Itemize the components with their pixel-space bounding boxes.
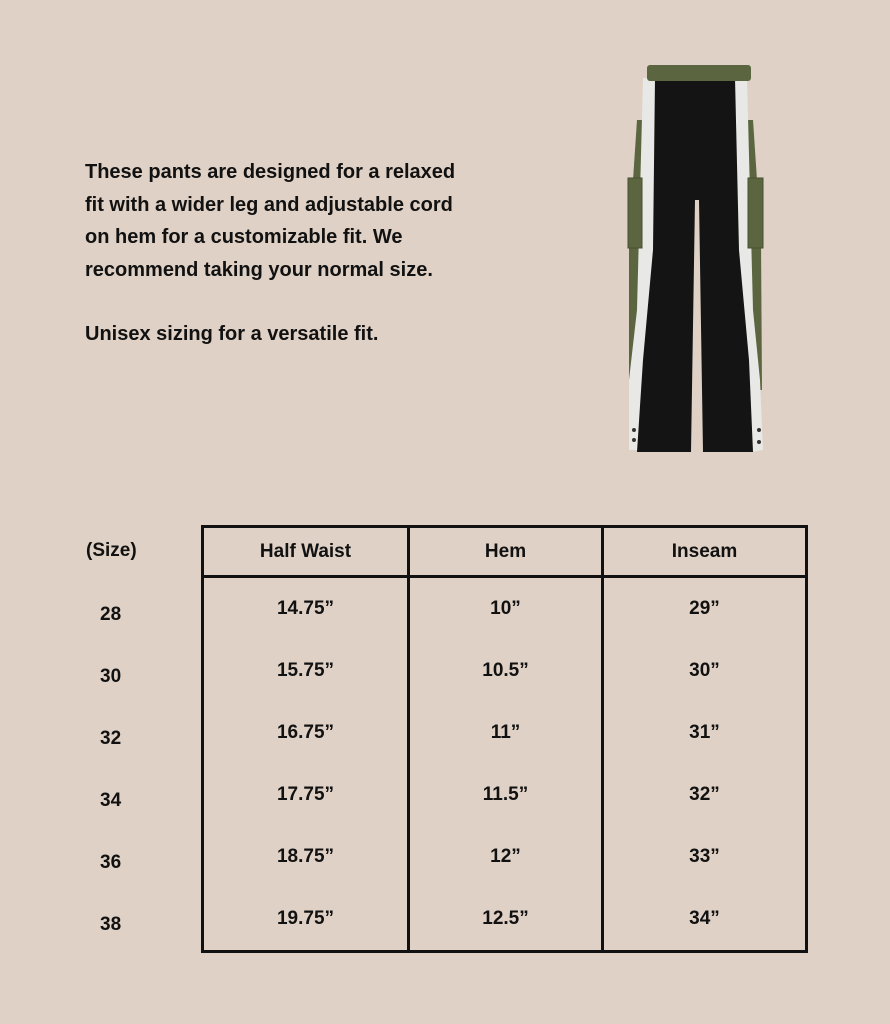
table-row [203,702,807,764]
size-value: 30 [100,666,122,687]
description-line: recommend taking your normal size. [85,258,433,281]
table-row [203,764,807,826]
size-value: 32 [100,728,122,749]
hem-cell: 10.5” [409,640,603,702]
description-line: on hem for a customizable fit. We [85,226,403,248]
half-waist-cell: 18.75” [203,826,409,888]
header-inseam: Inseam [603,527,807,577]
description-line: fit with a wider leg and adjustable cord [85,193,453,216]
hem-cell: 11” [409,702,603,764]
table-row [203,826,807,888]
size-chart-table [201,525,808,953]
inseam-cell: 33” [603,826,807,888]
size-value: 36 [100,852,122,873]
hem-cell: 11.5” [409,764,603,826]
half-waist-cell: 19.75” [203,888,409,952]
inseam-cell: 31” [603,702,807,764]
unisex-note: Unisex sizing for a versatile fit. [85,323,379,345]
description-line: These pants are designed for a relaxed [85,161,456,183]
inseam-cell: 32” [603,764,807,826]
size-value: 28 [100,604,122,625]
hem-cell: 12” [409,826,603,888]
hem-cell: 12.5” [409,888,603,952]
size-value: 38 [100,914,122,935]
table-row [203,640,807,702]
inseam-cell: 29” [603,577,807,641]
half-waist-cell: 15.75” [203,640,409,702]
half-waist-cell: 16.75” [203,702,409,764]
table-row [203,888,807,952]
table-row [203,577,807,641]
header-hem: Hem [409,527,603,577]
half-waist-cell: 17.75” [203,764,409,826]
size-column-header: (Size) [86,540,137,561]
product-image-pants [615,60,775,465]
hem-cell: 10” [409,577,603,641]
half-waist-cell: 14.75” [203,577,409,641]
table-header-row [203,527,807,577]
size-value: 34 [100,790,122,811]
inseam-cell: 30” [603,640,807,702]
header-half-waist: Half Waist [203,527,409,577]
inseam-cell: 34” [603,888,807,952]
fit-description [85,156,545,351]
